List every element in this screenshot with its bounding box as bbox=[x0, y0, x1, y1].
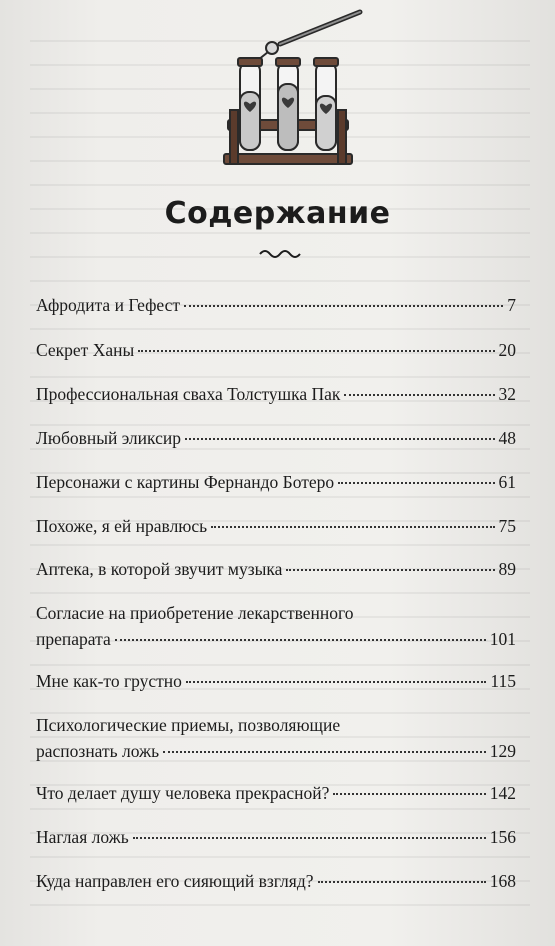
toc-entry-page: 7 bbox=[507, 295, 516, 315]
toc-entry[interactable] bbox=[36, 381, 516, 407]
toc-entry-title: Профессиональная сваха Толстушка Пак bbox=[36, 384, 341, 404]
toc-entry-title: Похоже, я ей нравлюсь bbox=[36, 516, 208, 536]
dot-leader bbox=[133, 837, 486, 839]
dot-leader bbox=[338, 482, 494, 484]
toc-entry-title: Аптека, в которой звучит музыка bbox=[36, 559, 283, 579]
toc-entry-title: Что делает душу человека прекрасной? bbox=[36, 783, 330, 803]
toc-entry[interactable] bbox=[36, 425, 516, 451]
dot-leader bbox=[333, 793, 485, 795]
toc-entry-title: Любовный эликсир bbox=[36, 428, 181, 448]
toc-entry[interactable] bbox=[36, 600, 516, 652]
dot-leader bbox=[138, 350, 494, 352]
dot-leader bbox=[344, 394, 494, 396]
toc-entry-page: 20 bbox=[498, 340, 516, 360]
toc-entry-page: 115 bbox=[490, 671, 516, 691]
dot-leader bbox=[186, 681, 486, 683]
toc-entry-title: Куда направлен его сияющий взгляд? bbox=[36, 871, 314, 891]
toc-entry[interactable] bbox=[36, 337, 516, 363]
toc-entry[interactable] bbox=[36, 292, 516, 318]
toc-entry[interactable] bbox=[36, 513, 516, 539]
dot-leader bbox=[184, 305, 503, 307]
toc-entry-page: 32 bbox=[498, 384, 516, 404]
dot-leader bbox=[318, 881, 486, 883]
toc-entry[interactable] bbox=[36, 556, 516, 582]
toc-entry-page: 89 bbox=[498, 559, 516, 579]
toc-entry-title: Афродита и Гефест bbox=[36, 295, 181, 315]
toc-entry-title: Наглая ложь bbox=[36, 827, 129, 847]
toc-entry-title: Секрет Ханы bbox=[36, 340, 135, 360]
toc-entry-page: 48 bbox=[498, 428, 516, 448]
toc-entry[interactable] bbox=[36, 824, 516, 850]
toc-entry-page: 156 bbox=[489, 827, 516, 847]
toc-entry-title: распознать ложь bbox=[36, 741, 160, 761]
dot-leader bbox=[163, 751, 486, 753]
toc-entry[interactable] bbox=[36, 712, 516, 764]
toc-entry-page: 75 bbox=[498, 516, 516, 536]
toc-entry-page: 129 bbox=[489, 741, 516, 761]
page-title: Содержание bbox=[164, 196, 391, 231]
toc-entry-page: 142 bbox=[489, 783, 516, 803]
toc-entry-title-line1: Психологические приемы, позволяющие bbox=[36, 715, 341, 735]
toc-entry-title: Персонажи с картины Фернандо Ботеро bbox=[36, 472, 335, 492]
toc-entry[interactable] bbox=[36, 780, 516, 806]
dot-leader bbox=[286, 569, 494, 571]
dot-leader bbox=[211, 526, 494, 528]
toc-entry[interactable] bbox=[36, 868, 516, 894]
toc-entry[interactable] bbox=[36, 469, 516, 495]
toc-entry[interactable] bbox=[36, 668, 516, 694]
toc-entry-page: 168 bbox=[489, 871, 516, 891]
toc-entry-page: 101 bbox=[489, 629, 516, 649]
toc-entry-page: 61 bbox=[498, 472, 516, 492]
toc-entry-title: препарата bbox=[36, 629, 111, 649]
dot-leader bbox=[115, 639, 486, 641]
toc-entry-title-line1: Согласие на приобретение лекарственного bbox=[36, 603, 354, 623]
toc-entry-title: Мне как-то грустно bbox=[36, 671, 182, 691]
dot-leader bbox=[185, 438, 495, 440]
